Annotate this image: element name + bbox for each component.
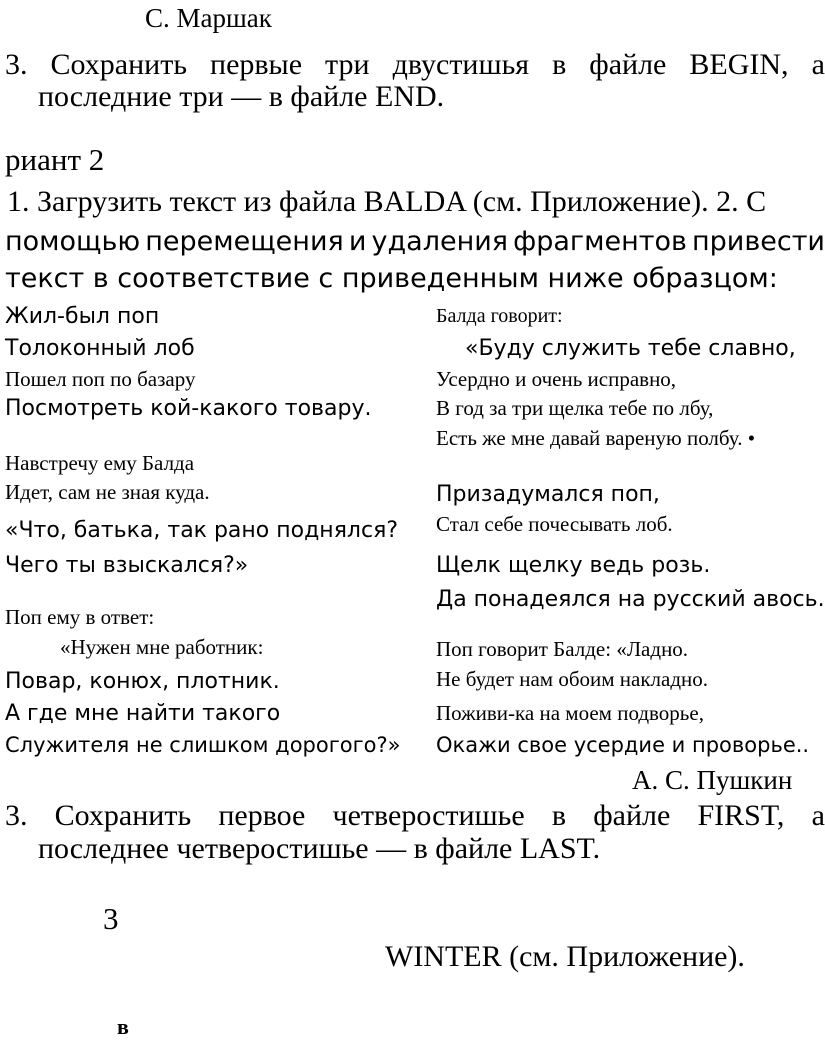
poem-left-line: Повар, конюх, плотник. <box>5 669 280 694</box>
fragment-digit: 3 <box>103 901 119 936</box>
poem-right-line: Да понадеялся на русский авось. <box>436 587 825 612</box>
variant2-line2 <box>5 228 825 255</box>
variant2-line1: 1. Загрузить текст из файла BALDA (см. Приложение). 2. С <box>7 185 767 218</box>
author-marshak: С. Маршак <box>145 3 272 33</box>
word: файле <box>589 48 667 81</box>
word: 3. <box>5 799 28 832</box>
poem-left-line: Поп ему в ответ: <box>5 605 155 629</box>
word: привести <box>692 226 825 257</box>
fragment-letter: в <box>117 1014 129 1039</box>
poem-right-line: «Буду служить тебе славно, <box>465 336 796 361</box>
word: в <box>552 48 567 81</box>
task1-line2: последние три — в файле END. <box>38 80 445 113</box>
poem-left-line: Навстречу ему Балда <box>5 451 195 475</box>
poem-right-line: Поживи-ка на моем подворье, <box>436 701 704 725</box>
word: первое <box>218 799 306 832</box>
word: удаления <box>371 226 509 257</box>
variant-heading: риант 2 <box>5 142 105 177</box>
word: Сохранить <box>50 48 187 81</box>
word: Сохранить <box>54 799 192 832</box>
poem-left-line: Пошел поп по базару <box>5 367 196 391</box>
poem-left-line: Посмотреть кой-какого товару. <box>5 396 372 421</box>
word: FIRST, <box>697 799 785 832</box>
poem-left-line: Чего ты взыскался?» <box>5 553 249 578</box>
poem-right-line: Поп говорит Балде: «Ладно. <box>436 637 689 661</box>
poem-left-line: Жил-был поп <box>5 304 160 329</box>
author-pushkin: А. С. Пушкин <box>632 765 793 795</box>
task3-line2: последнее четверостишье — в файле LAST. <box>38 832 601 865</box>
poem-left-line: А где мне найти такого <box>5 701 281 726</box>
poem-left-line: «Что, батька, так рано поднялся? <box>5 518 398 543</box>
word: 3. <box>5 48 28 81</box>
word: четверостишье <box>332 799 525 832</box>
variant2-line3: текст в соответствие с приведенным ниже образцом: <box>5 263 778 294</box>
poem-right-line: Усердно и очень исправно, <box>436 367 677 391</box>
task1-line1 <box>5 50 825 80</box>
word: двустишья <box>392 48 530 81</box>
poem-right-line: Есть же мне давай вареную полбу. • <box>436 426 756 450</box>
word: BEGIN, <box>689 48 789 81</box>
poem-right-line: Балда говорит: <box>436 305 563 327</box>
word: в <box>551 799 567 832</box>
word: три <box>325 48 370 81</box>
poem-right-line: Щелк щелку ведь розь. <box>436 553 711 578</box>
poem-left-line: Толоконный лоб <box>5 336 195 361</box>
word: а <box>811 799 825 832</box>
task3-line1 <box>5 801 825 831</box>
word: перемещения <box>145 226 344 257</box>
poem-right-line: Стал себе почесывать лоб. <box>436 512 673 536</box>
poem-left-line: Служителя не слишком дорогого?» <box>5 733 401 757</box>
word: файле <box>593 799 671 832</box>
poem-left-line: Идет, сам не зная куда. <box>5 480 210 504</box>
poem-right-line: Окажи свое усердие и проворье.. <box>436 733 810 757</box>
fragment-winter: WINTER (см. Приложение). <box>385 940 745 973</box>
word: а <box>811 48 825 81</box>
poem-right-line: В год за три щелка тебе по лбу, <box>436 396 714 420</box>
word: помощью <box>5 226 141 257</box>
word: фрагментов <box>513 226 687 257</box>
poem-right-line: Не будет нам обоим накладно. <box>436 667 709 691</box>
poem-left-line: «Нужен мне работник: <box>60 635 264 659</box>
poem-right-line: Призадумался поп, <box>436 482 660 507</box>
word: первые <box>210 48 303 81</box>
word: и <box>348 226 367 257</box>
